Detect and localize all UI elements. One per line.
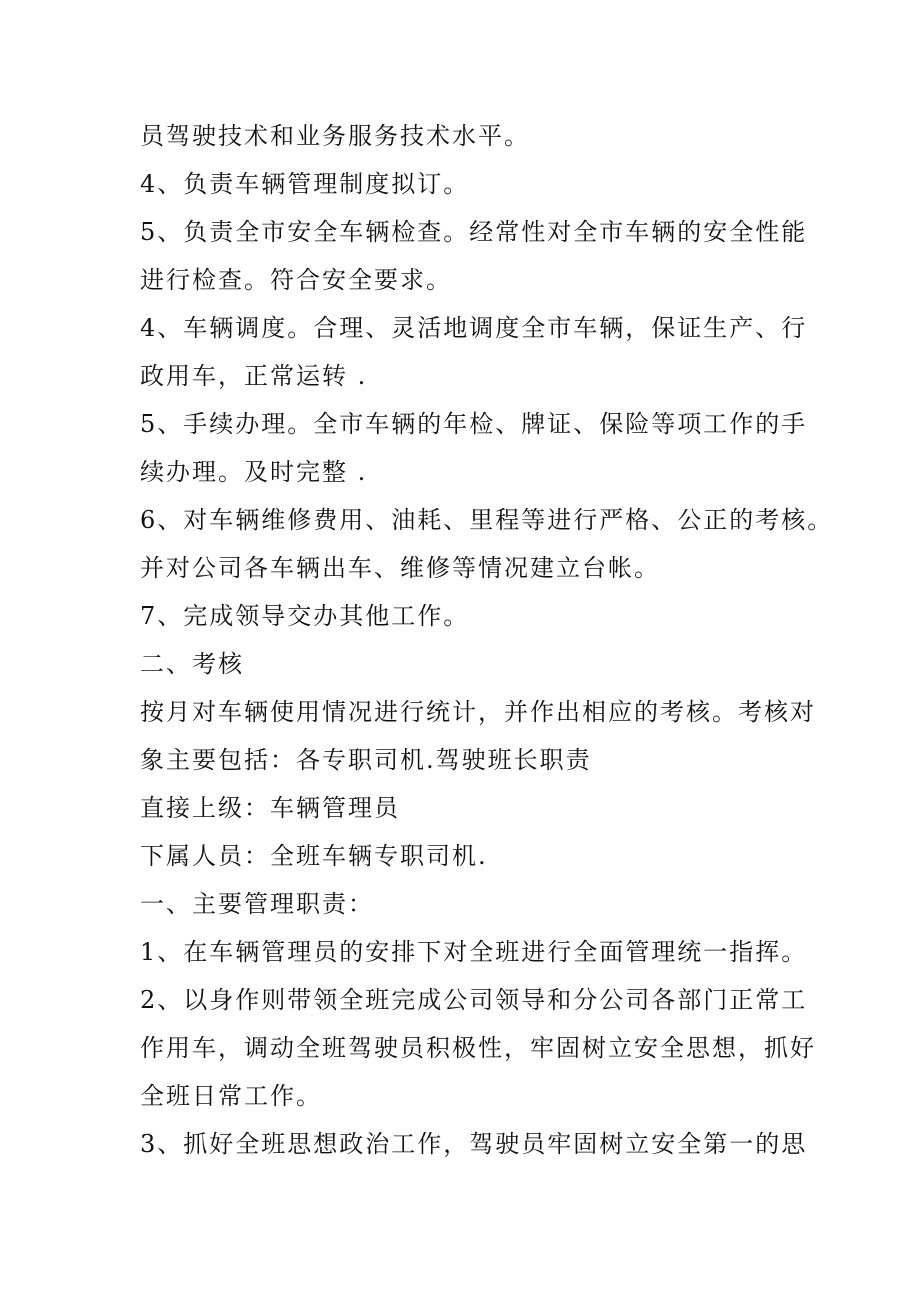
text-line: 进行检查。符合安全要求。 [140, 266, 452, 294]
text-line: 续办理。及时完整 . [140, 458, 368, 486]
document-body [140, 112, 834, 1168]
text-line: 象主要包括：各专职司机.驾驶班长职责 [140, 746, 592, 774]
text-line: 作用车，调动全班驾驶员积极性，牢固树立安全思想，抓好 [140, 1034, 816, 1062]
text-line: 下属人员：全班车辆专职司机. [140, 842, 488, 870]
text-line: 全班日常工作。 [140, 1082, 322, 1110]
text-line: 5、手续办理。全市车辆的年检、牌证、保险等项工作的手 [140, 410, 808, 438]
text-line: 按月对车辆使用情况进行统计，并作出相应的考核。考核对 [140, 698, 816, 726]
text-line: 6、对车辆维修费用、油耗、里程等进行严格、公正的考核。 [140, 506, 834, 534]
text-line: 3、抓好全班思想政治工作，驾驶员牢固树立安全第一的思 [140, 1130, 808, 1158]
text-line: 4、车辆调度。合理、灵活地调度全市车辆，保证生产、行 [140, 314, 808, 342]
text-line: 7、完成领导交办其他工作。 [140, 602, 470, 630]
text-line: 2、以身作则带领全班完成公司领导和分公司各部门正常工 [140, 986, 808, 1014]
section-heading: 一、主要管理职责： [140, 890, 374, 918]
text-line: 4、负责车辆管理制度拟订。 [140, 170, 470, 198]
text-line: 政用车，正常运转 . [140, 362, 368, 390]
text-line: 1、在车辆管理员的安排下对全班进行全面管理统一指挥。 [140, 938, 808, 966]
section-heading: 二、考核 [140, 650, 244, 678]
text-line: 5、负责全市安全车辆检查。经常性对全市车辆的安全性能 [140, 218, 808, 246]
text-line: 并对公司各车辆出车、维修等情况建立台帐。 [140, 554, 660, 582]
text-line: 直接上级：车辆管理员 [140, 794, 400, 822]
text-line: 员驾驶技术和业务服务技术水平。 [140, 122, 530, 150]
